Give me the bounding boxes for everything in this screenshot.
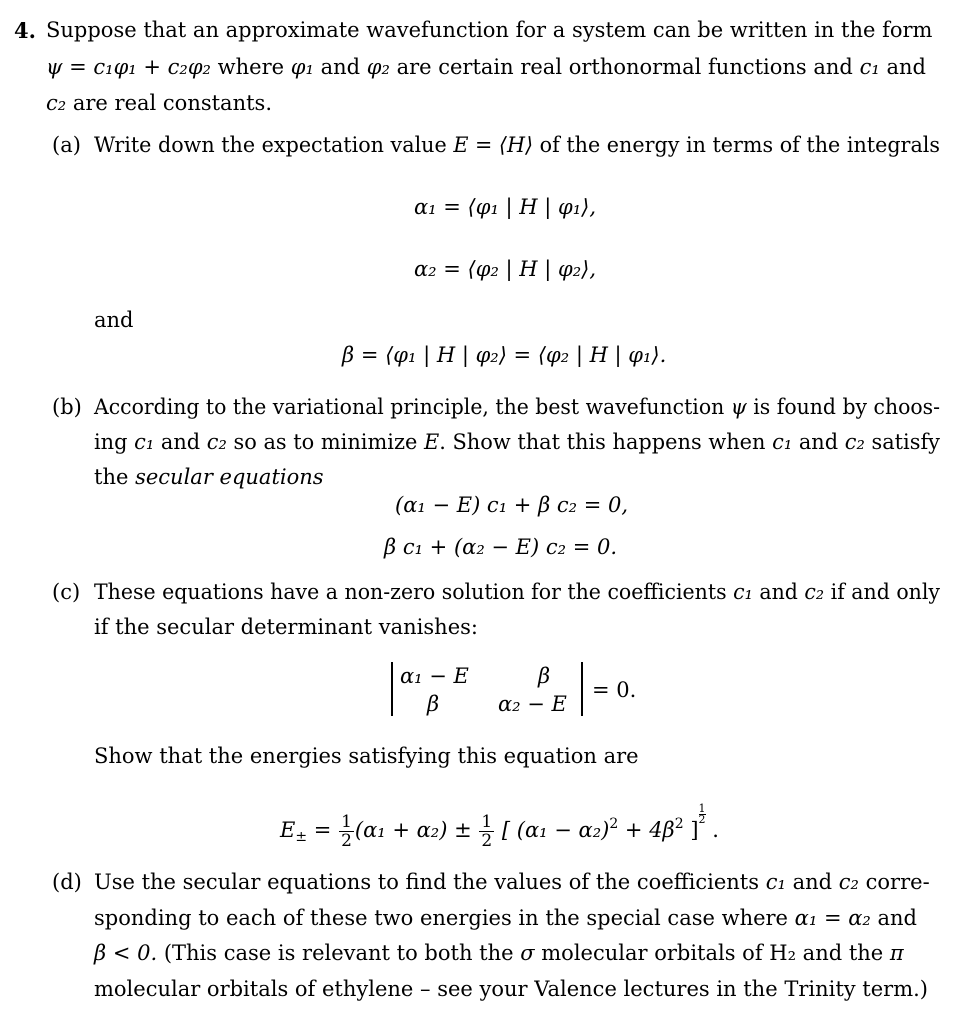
secular-equation-1: (α₁ − E) c₁ + β c₂ = 0,: [395, 493, 629, 517]
problem-number: 4.: [14, 18, 36, 43]
and-label: and: [94, 308, 134, 332]
part-c-show: Show that the energies satisfying this equation are: [94, 744, 639, 768]
part-d-line-1: Use the secular equations to find the values of the coefficients c₁ and c₂ corre-: [94, 870, 930, 894]
secular-equations-term: secular equations: [135, 465, 324, 489]
det-rhs: = 0.: [592, 678, 637, 702]
part-b-line-3: the secular equations: [94, 465, 324, 489]
part-d-line-4: molecular orbitals of ethylene – see your Valence lectures in the Trinity term.): [94, 977, 928, 1001]
det-a21: β: [427, 692, 440, 716]
part-b-line-1: According to the variational principle, the best wavefunction ψ is found by choos-: [94, 395, 941, 419]
alpha1-equation: α₁ = ⟨φ₁ | H | φ₁⟩,: [414, 195, 597, 219]
part-c-line-2: if the secular determinant vanishes:: [94, 615, 478, 639]
part-a-label: (a): [52, 133, 81, 157]
part-a-text: Write down the expectation value E = ⟨H⟩ of the energy in terms of the integrals: [94, 133, 941, 157]
part-b-line-2: ing c₁ and c₂ so as to minimize E. Show that this happens when c₁ and c₂ satisfy: [94, 430, 940, 454]
part-b-label: (b): [52, 395, 82, 419]
determinant-right-bar: [581, 662, 583, 716]
part-c-label: (c): [52, 580, 81, 604]
det-a12: β: [538, 664, 551, 688]
part-d-label: (d): [52, 870, 82, 894]
expectation-value: E = ⟨H⟩: [453, 133, 534, 157]
exponent-half: $\frac{1}{2}$: [698, 802, 706, 826]
part-d-line-3: β < 0. (This case is relevant to both the σ molecular orbitals of H₂ and the π: [94, 941, 904, 965]
secular-equation-2: β c₁ + (α₂ − E) c₂ = 0.: [384, 535, 618, 559]
energy-formula: $E_\pm$ = $\frac{1}{2}$ (α₁ + α₂) ± $\frac{1}{2}$ [ $(\alpha_1 - \alpha_2)^2 + 4\beta^2$ ] $\frac{1}{2}$ .: [280, 802, 719, 851]
part-d-line-2: sponding to each of these two energies in the special case where α₁ = α₂ and: [94, 906, 918, 930]
determinant-left-bar: [391, 662, 393, 716]
half-fraction-2: $\frac{1}{2}$: [481, 812, 493, 851]
beta-equation: β = ⟨φ₁ | H | φ₂⟩ = ⟨φ₂ | H | φ₁⟩.: [342, 343, 667, 367]
intro-line-1: Suppose that an approximate wavefunction for a system can be written in the form: [46, 18, 933, 42]
alpha2-equation: α₂ = ⟨φ₂ | H | φ₂⟩,: [414, 257, 597, 281]
wavefunction-expression: ψ = c₁φ₁ + c₂φ₂: [46, 55, 211, 79]
det-a11: α₁ − E: [400, 664, 469, 688]
half-fraction: $\frac{1}{2}$: [341, 812, 352, 851]
intro-line-2: ψ = c₁φ₁ + c₂φ₂ where φ₁ and φ₂ are certain real orthonormal functions and c₁ and: [46, 55, 926, 79]
part-c-line-1: These equations have a non-zero solution for the coefficients c₁ and c₂ if and only: [94, 580, 940, 604]
intro-line-3: c₂ are real constants.: [46, 91, 272, 115]
det-a22: α₂ − E: [498, 692, 567, 716]
